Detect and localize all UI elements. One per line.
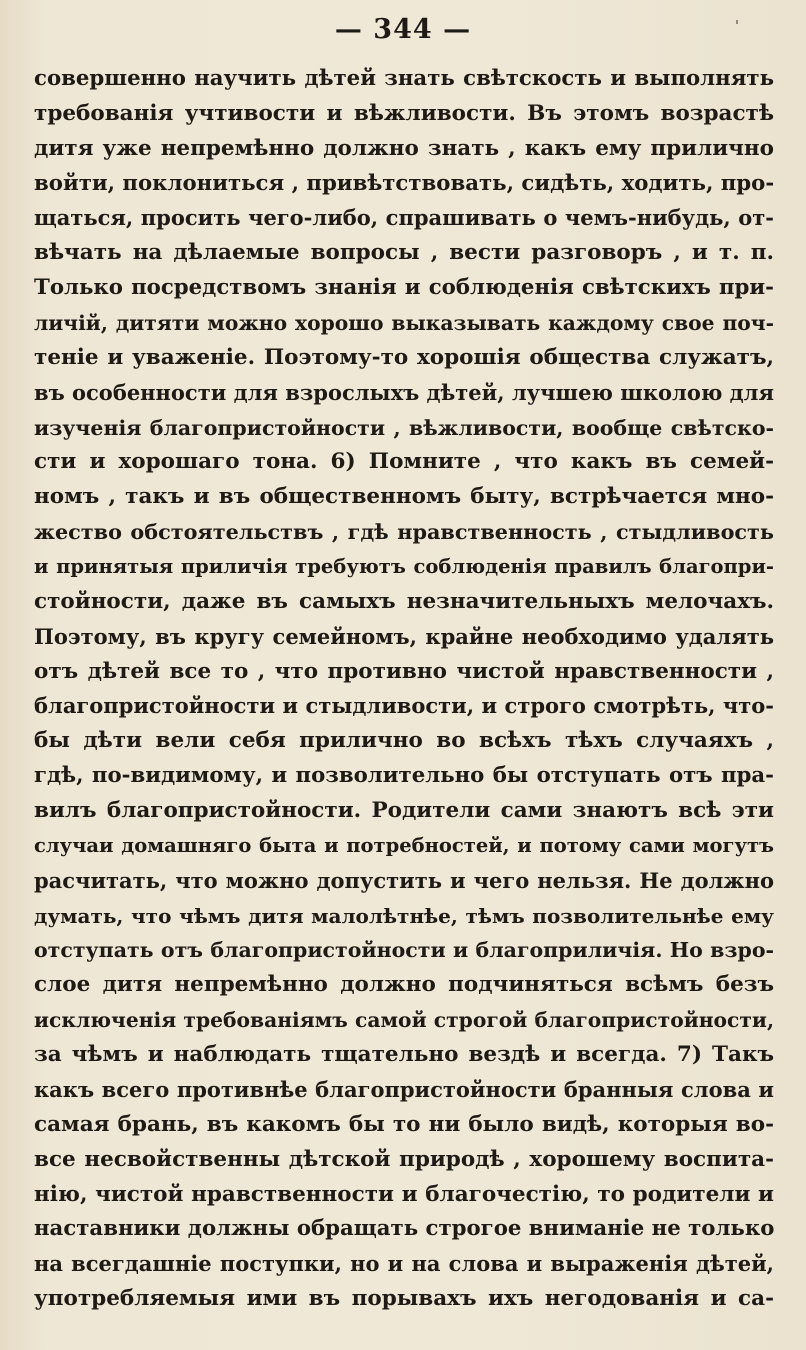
- text-line: за чѣмъ и наблюдать тщательно вездѣ и всегда. 7) Такъ: [34, 1042, 774, 1068]
- text-line: изученія благопристойности , вѣжливости, вообще свѣтско-: [34, 415, 774, 440]
- text-line: и принятыя приличія требуютъ соблюденія правилъ благопри-: [34, 555, 774, 579]
- paper-speck: [736, 20, 738, 24]
- text-line: стойности, даже въ самыхъ незначительныхъ мелочахъ.: [34, 588, 774, 614]
- text-line: щаться, просить чего-либо, спрашивать о чемъ-нибудь, от-: [34, 205, 774, 231]
- text-line: гдѣ, по-видимому, и позволительно бы отступать отъ пра-: [34, 763, 774, 789]
- text-line: исключенія требованіямъ самой строгой благопристойности,: [34, 1008, 774, 1033]
- text-line: наставники должны обращать строгое вниманіе не только: [34, 1216, 774, 1242]
- text-line: отступать отъ благопристойности и благоприличія. Но взро-: [34, 938, 774, 963]
- text-line: нію, чистой нравственности и благочестію, то родители и: [34, 1181, 774, 1207]
- text-line: Поэтому, въ кругу семейномъ, крайне необходимо удалять: [34, 623, 774, 649]
- text-line: требованія учтивости и вѣжливости. Въ этомъ возрастѣ: [34, 100, 774, 126]
- text-line: сти и хорошаго тона. 6) Помните , что какъ въ семей-: [34, 449, 774, 475]
- text-line: войти, поклониться , привѣтствовать, сидѣть, ходить, про-: [34, 170, 774, 196]
- page-number: — 344 —: [334, 14, 472, 45]
- text-line: слое дитя непремѣнно должно подчиняться всѣмъ безъ: [34, 972, 774, 998]
- text-line: вилъ благопристойности. Родители сами знаютъ всѣ эти: [34, 798, 774, 824]
- text-line: употребляемыя ими въ порывахъ ихъ негодованія и са-: [34, 1286, 774, 1312]
- text-line: номъ , такъ и въ общественномъ быту, встрѣчается мно-: [34, 484, 774, 510]
- text-line: теніе и уваженіе. Поэтому-то хорошія общества служатъ,: [34, 344, 774, 370]
- text-line: въ особенности для взрослыхъ дѣтей, лучшею школою для: [34, 379, 774, 405]
- text-line: думать, что чѣмъ дитя малолѣтнѣе, тѣмъ позволительнѣе ему: [34, 903, 774, 928]
- text-line: на всегдашніе поступки, но и на слова и выраженія дѣтей,: [34, 1251, 774, 1277]
- text-line: вѣчать на дѣлаемые вопросы , вести разговоръ , и т. п.: [34, 240, 774, 266]
- text-line: личій, дитяти можно хорошо выказывать каждому свое поч-: [34, 311, 774, 336]
- text-line: расчитать, что можно допустить и чего нельзя. Не должно: [34, 867, 774, 893]
- text-line: дитя уже непремѣнно должно знать , какъ ему прилично: [34, 135, 774, 161]
- text-line: жество обстоятельствъ , гдѣ нравственность , стыдливость: [34, 520, 774, 545]
- text-line: Только посредствомъ знанія и соблюденія свѣтскихъ при-: [34, 275, 774, 301]
- text-line: самая брань, въ какомъ бы то ни было видѣ, которыя во-: [34, 1111, 774, 1137]
- text-line: бы дѣти вели себя прилично во всѣхъ тѣхъ случаяхъ ,: [34, 728, 774, 754]
- text-line: все несвойственны дѣтской природѣ , хорошему воспита-: [34, 1146, 774, 1172]
- text-line: какъ всего противнѣе благопристойности бранныя слова и: [34, 1076, 774, 1102]
- body-text: [34, 62, 774, 1317]
- text-line: благопристойности и стыдливости, и строго смотрѣть, что-: [34, 693, 774, 719]
- text-line: отъ дѣтей все то , что противно чистой нравственности ,: [34, 658, 774, 684]
- text-line: совершенно научить дѣтей знать свѣтскость и выполнять: [34, 66, 774, 91]
- text-line: случаи домашняго быта и потребностей, и потому сами могутъ: [34, 833, 774, 857]
